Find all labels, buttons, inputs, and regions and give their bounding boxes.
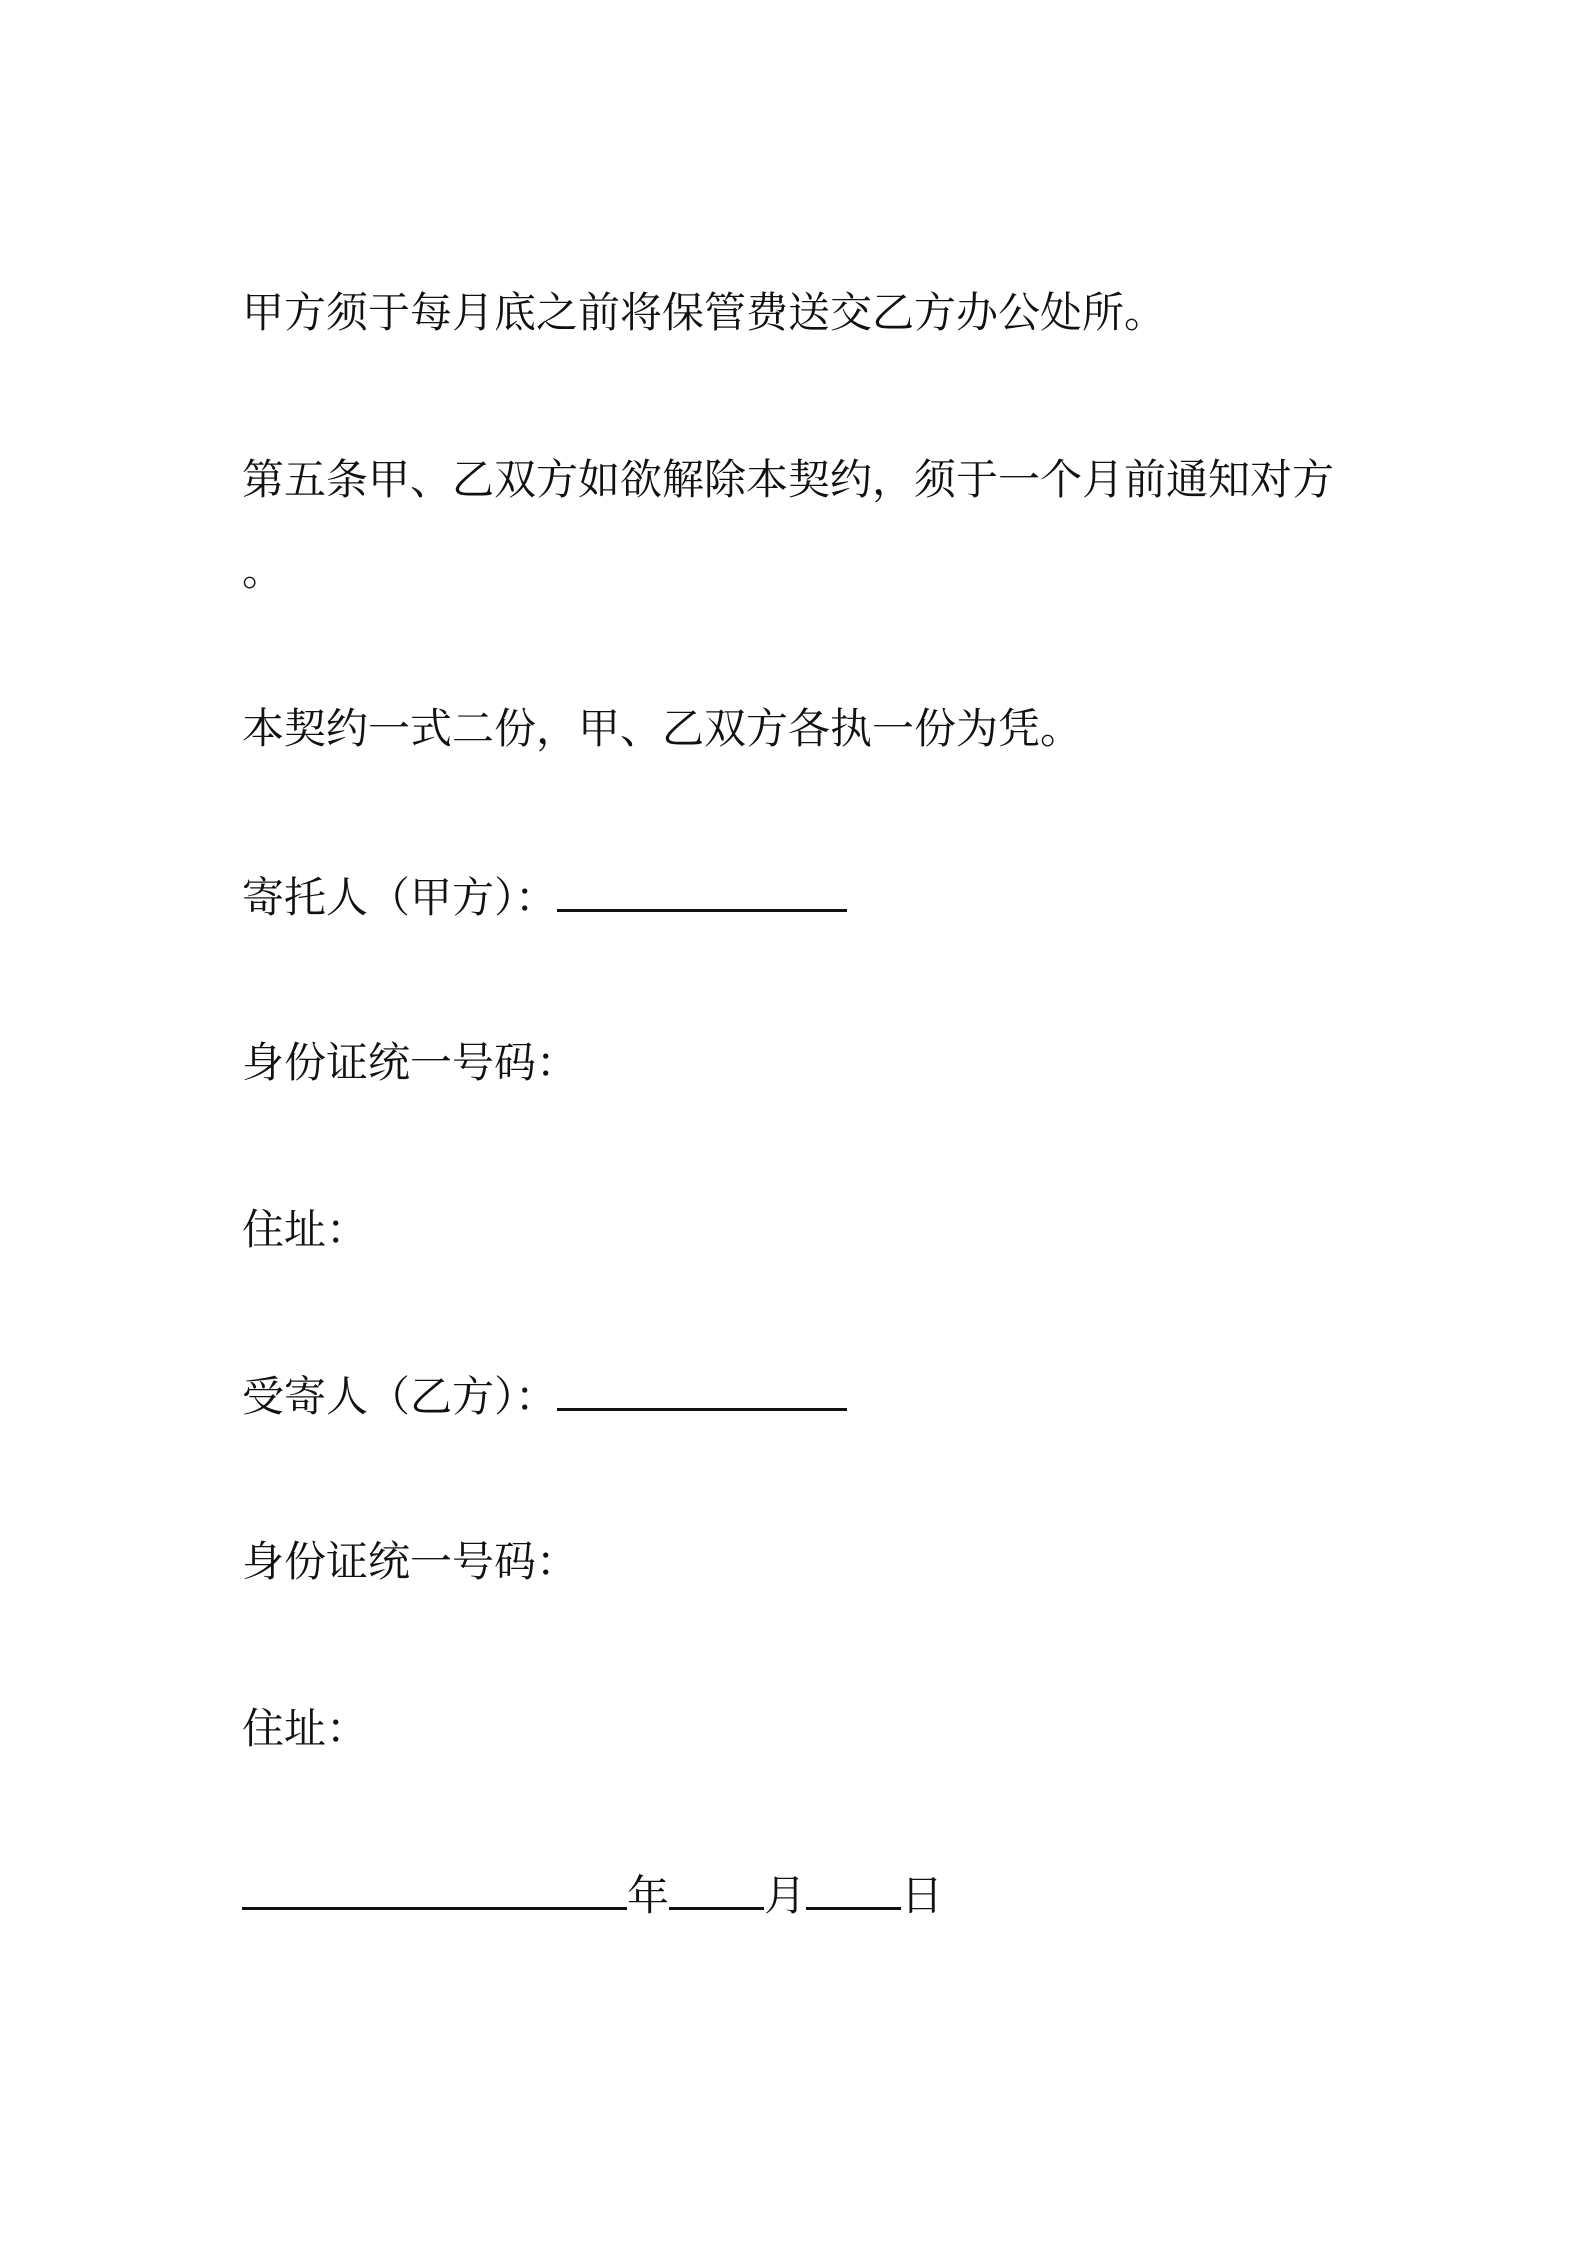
- paragraph-fee-payment: 甲方须于每月底之前将保管费送交乙方办公处所。: [242, 288, 1167, 337]
- party-a-signature-line: [242, 871, 847, 924]
- party-b-address-label: 住址：: [242, 1704, 369, 1753]
- party-a-label: 寄托人（甲方）：: [242, 873, 558, 922]
- party-a-blank: [557, 871, 847, 912]
- party-b-signature-line: [242, 1370, 847, 1423]
- date-blank-month: [669, 1869, 764, 1910]
- paragraph-article-five-line-2: 。: [242, 546, 285, 595]
- party-b-id-label: 身份证统一号码：: [242, 1537, 579, 1586]
- paragraph-article-five-line-1: 第五条甲、乙双方如欲解除本契约，须于一个月前通知对方: [242, 455, 1335, 504]
- year-label: 年: [627, 1871, 670, 1920]
- date-blank-year: [242, 1869, 627, 1910]
- party-b-blank: [557, 1370, 847, 1411]
- party-a-address-label: 住址：: [242, 1205, 369, 1254]
- date-line: [242, 1869, 943, 1922]
- month-label: 月: [764, 1871, 807, 1920]
- party-a-id-label: 身份证统一号码：: [242, 1038, 579, 1087]
- day-label: 日: [901, 1871, 944, 1920]
- date-blank-day: [806, 1869, 901, 1910]
- party-b-label: 受寄人（乙方）：: [242, 1372, 558, 1421]
- paragraph-copies: 本契约一式二份，甲、乙双方各执一份为凭。: [242, 704, 1083, 753]
